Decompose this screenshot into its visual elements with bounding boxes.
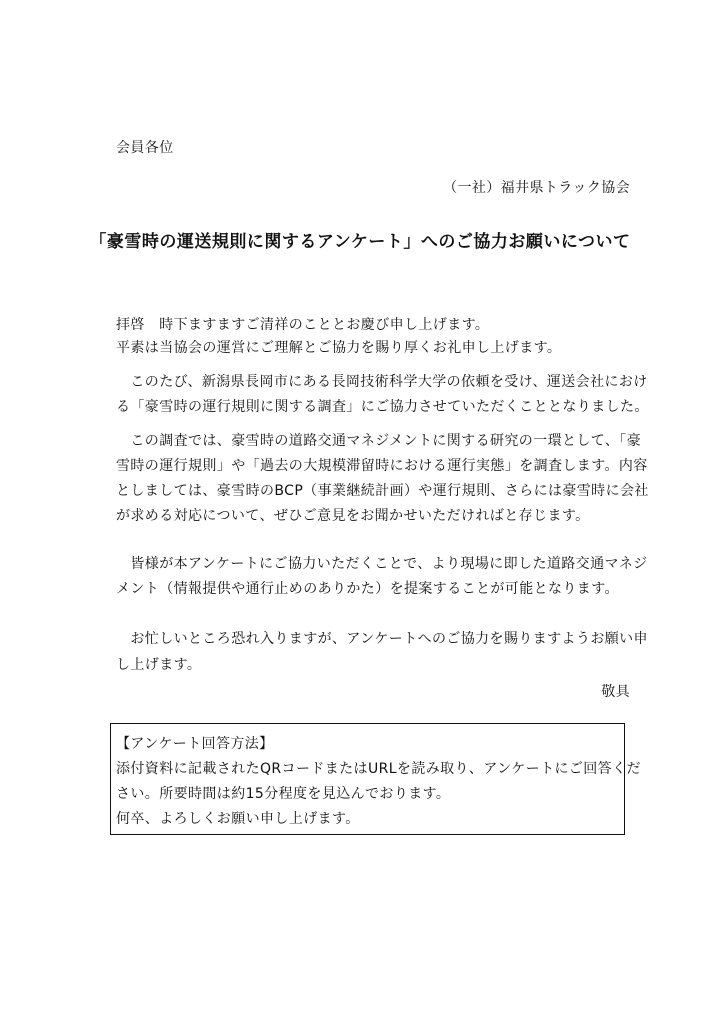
document-title: 「豪雪時の運送規則に関するアンケート」へのご協力お願いについて (89, 232, 631, 252)
answer-method-heading: 【アンケート回答方法】 (116, 736, 274, 752)
answer-method-line: 何卒、よろしくお願い申し上げます。 (116, 811, 360, 827)
paragraph-line: お忙しいところ恐れ入りますが、アンケートへのご協力を賜りますようお願い申 (116, 631, 648, 647)
paragraph-line: が求める対応について、ぜひご意見をお聞かせいただければと存じます。 (116, 508, 590, 524)
paragraph-line: 雪時の運行規則」や「過去の大規模滞留時における運行実態」を調査します。内容 (116, 458, 648, 474)
paragraph-line: メント（情報提供や通行止めのありかた）を提案することが可能となります。 (116, 581, 619, 597)
greeting-line: 平素は当協会の運営にご理解とご協力を賜り厚くお礼申し上げます。 (116, 340, 562, 356)
answer-method-box (110, 723, 641, 835)
greeting-line: 拝啓 時下ますますご清祥のこととお慶び申し上げます。 (116, 317, 490, 333)
paragraph-line: 皆様が本アンケートにご協力いただくことで、より現場に即した道路交通マネジ (116, 556, 648, 572)
addressee: 会員各位 (116, 140, 174, 156)
answer-method-line: 添付資料に記載されたQRコードまたはURLを読み取り、アンケートにご回答くだ (116, 761, 641, 777)
paragraph-line: る「豪雪時の運行規則に関する調査」にご協力させていただくこととなりました。 (116, 399, 649, 415)
closing-word: 敬具 (601, 684, 630, 700)
paragraph-line: この調査では、豪雪時の道路交通マネジメントに関する研究の一環として、「豪 (116, 433, 642, 449)
sender: （一社）福井県トラック協会 (443, 180, 630, 196)
answer-method-line: さい。所要時間は約15分程度を見込んでおります。 (116, 786, 451, 802)
paragraph-line: し上げます。 (116, 657, 202, 673)
paragraph-line: としましては、豪雪時のBCP（事業継続計画）や運行規則、さらには豪雪時に会社 (116, 483, 649, 499)
paragraph-line: このたび、新潟県長岡市にある長岡技術科学大学の依頼を受け、運送会社におけ (116, 374, 648, 390)
